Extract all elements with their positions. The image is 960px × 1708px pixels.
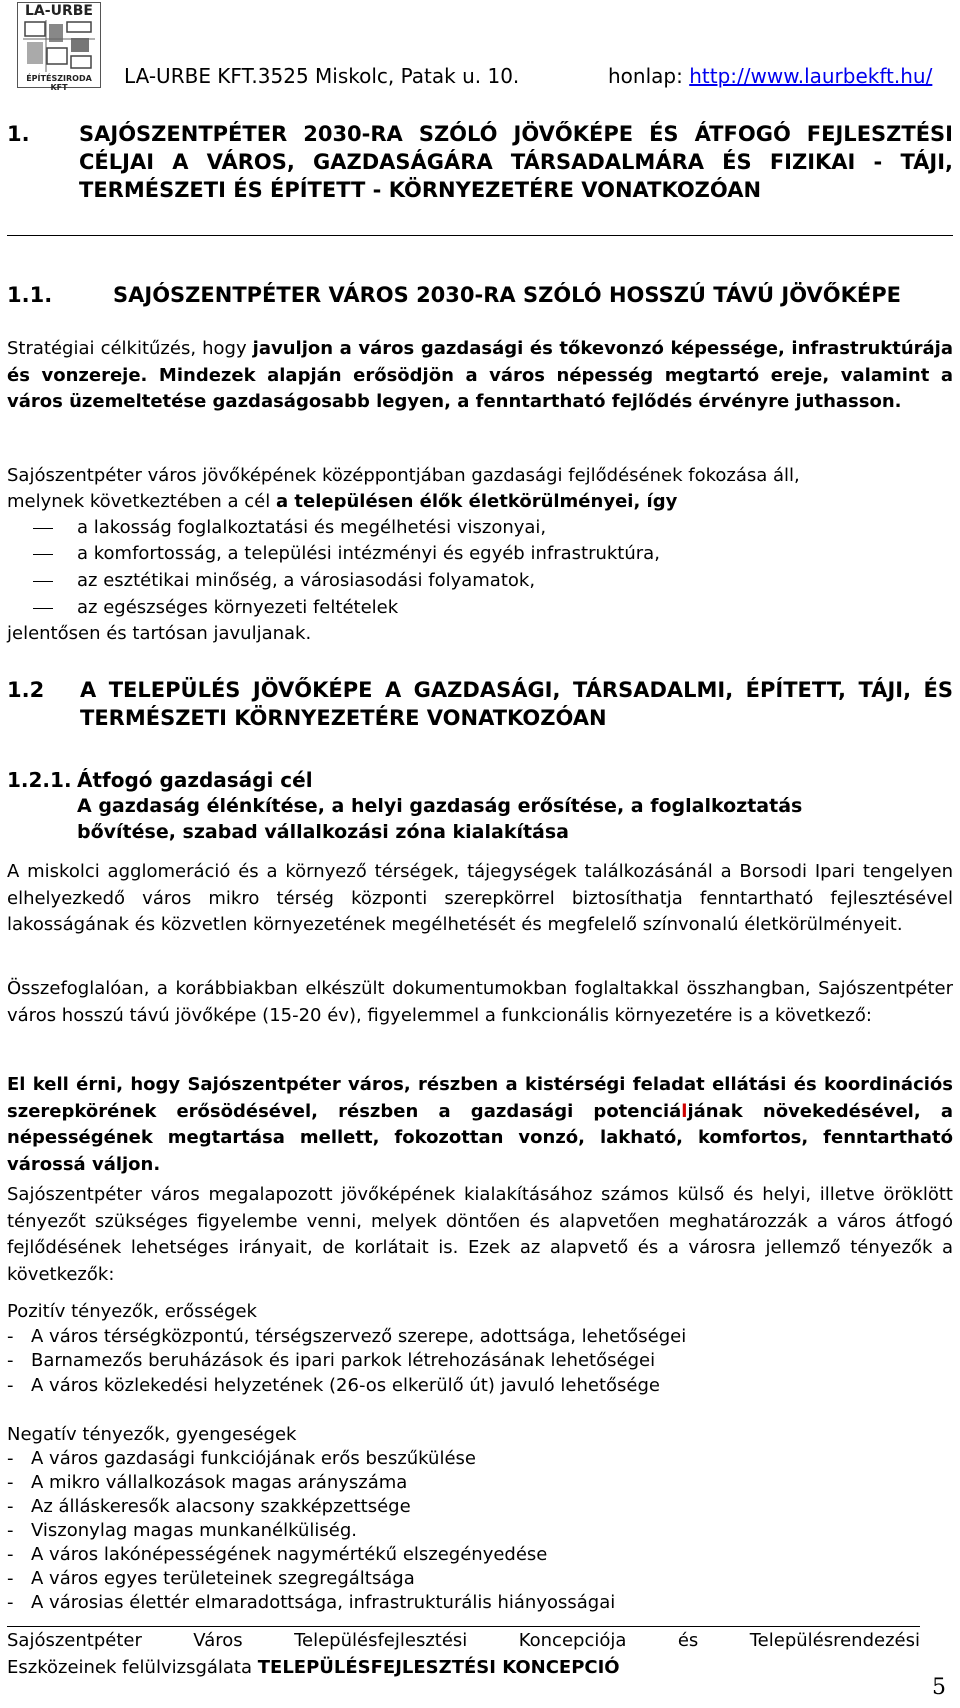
website-label: honlap: — [608, 64, 683, 88]
negative-heading: Negatív tényezők, gyengeségek — [7, 1424, 297, 1445]
footer-bold: TELEPÜLÉSFEJLESZTÉSI KONCEPCIÓ — [257, 1657, 620, 1678]
section-1-1-heading — [7, 283, 953, 307]
dash-bullet-icon — [33, 581, 53, 582]
footer-lead: Eszközeinek felülvizsgálata — [7, 1657, 258, 1678]
line-lead: melynek következtében a cél — [7, 491, 276, 512]
company-logo — [17, 2, 101, 92]
list-item: az egészséges környezeti feltételek — [33, 595, 398, 621]
negative-item: - A város gazdasági funkciójának erős beszűkülése — [7, 1448, 476, 1469]
positive-item: - A város közlekedési helyzetének (26-os elkerülő út) javuló lehetősége — [7, 1375, 660, 1396]
positive-item: - Barnamezős beruházások és ipari parkok létrehozásának lehetőségei — [7, 1350, 656, 1371]
header-website — [608, 64, 960, 88]
positive-heading: Pozitív tényezők, erősségek — [7, 1301, 257, 1322]
section-title: SAJÓSZENTPÉTER 2030-RA SZÓLÓ JÖVŐKÉPE ÉS ÁTFOGÓ FEJLESZTÉSI CÉLJAI A VÁROS, GAZDASÁGÁRA TÁRSADALMÁRA ÉS FIZIKAI - TÁJI, TERMÉSZETI ÉS ÉPÍTETT - KÖRNYEZETÉRE VONATKOZÓAN — [79, 122, 953, 202]
vision-closing: jelentősen és tartósan javuljanak. — [7, 623, 312, 644]
section-1-heading — [7, 120, 953, 204]
logo-top-text: LA-URBE — [25, 3, 93, 19]
footer-line-2 — [7, 1657, 620, 1678]
footer-line-1: Sajószentpéter Város Településfejlesztési Koncepciója és Településrendezési — [7, 1630, 920, 1651]
footer-rule — [7, 1626, 920, 1627]
section-title: SAJÓSZENTPÉTER VÁROS 2030-RA SZÓLÓ HOSSZÚ TÁVÚ JÖVŐKÉPE — [113, 283, 901, 307]
page-number: 5 — [932, 1675, 946, 1700]
vision-statement — [7, 1072, 953, 1178]
dash-bullet-icon — [33, 528, 53, 529]
section-number: 1.2 — [7, 678, 45, 702]
negative-item: - Viszonylag magas munkanélküliség. — [7, 1520, 357, 1541]
negative-item: - A város egyes területeinek szegregáltsága — [7, 1568, 415, 1589]
website-link[interactable]: http://www.laurbekft.hu/ — [689, 64, 933, 88]
section-number: 1. — [7, 122, 30, 146]
section-1-2-1-title: Átfogó gazdasági cél — [77, 768, 313, 792]
positive-item: - A város térségközpontú, térségszervező szerepe, adottsága, lehetőségei — [7, 1326, 687, 1347]
negative-item: - Az álláskeresők alacsony szakképzettsége — [7, 1496, 411, 1517]
negative-item: - A mikro vállalkozások magas arányszáma — [7, 1472, 408, 1493]
statement-part-2: jának növekedésével, a népességének megtartása mellett, fokozottan vonzó, lakható, komfortos, fenntartható várossá váljon. — [7, 1100, 953, 1175]
line-bold: a településen élők életkörülményei, így — [275, 491, 678, 512]
agglomeration-paragraph: A miskolci agglomeráció és a környező térségek, tájegységek találkozásánál a Borsodi Ipari tengelyen elhelyezkedő város mikro térség központi szerepkörrel biztosíthatja fenntartható fejlesztésével lakosságának és közvetlen környezetének megélhetését és megfelelő színvonalú életkörülményeit. — [7, 861, 953, 935]
section-number: 1.1. — [7, 283, 53, 307]
section-1-2-1-number: 1.2.1. — [7, 768, 72, 792]
dash-bullet-icon — [33, 608, 53, 609]
factors-paragraph: Sajószentpéter város megalapozott jövőképének kialakításához számos külső és helyi, illetve öröklött tényezőt szükséges figyelembe venni, melyek döntően és alapvetően meghatározzák a város átfogó fejlődésének lehetséges irányait, de korlátait is. Ezek az alapvető és a városra jellemző tényezők a következők: — [7, 1184, 953, 1285]
summary-paragraph: Összefoglalóan, a korábbiakban elkészült dokumentumokban foglaltakkal összhangban, Sajószentpéter város hosszú távú jövőképe (15-20 év), figyelemmel a funkcionális környezetére is a következő: — [7, 978, 953, 1026]
strategy-paragraph — [7, 336, 953, 416]
paragraph-bold: javuljon a város gazdasági és tőkevonzó képessége, infrastruktúrája és vonzereje. Mindezek alapján erősödjön a város népesség megtartó ereje, valamint a város üzemeltetése gazdaságosabb legyen, a fenntartható fejlődés érvényre juthasson. — [7, 338, 954, 412]
negative-item: - A városias élettér elmaradottsága, infrastrukturális hiányosságai — [7, 1592, 616, 1613]
vision-line-2 — [7, 489, 677, 515]
dash-bullet-icon — [33, 554, 53, 555]
list-item: a lakosság foglalkoztatási és megélhetési viszonyai, — [33, 515, 546, 541]
section-1-2-1-subtitle: A gazdaság élénkítése, a helyi gazdaság erősítése, a foglalkoztatás bővítése, szabad vállalkozási zóna kialakítása — [77, 795, 803, 843]
section-title: A TELEPÜLÉS JÖVŐKÉPE A GAZDASÁGI, TÁRSADALMI, ÉPÍTETT, TÁJI, ÉS TERMÉSZETI KÖRNYEZETÉRE VONATKOZÓAN — [80, 678, 953, 730]
list-item: az esztétikai minőség, a városiasodási folyamatok, — [33, 568, 535, 594]
logo-bottom-text: ÉPÍTÉSZIRODA KFT — [26, 74, 92, 92]
list-item: a komfortosság, a települési intézményi és egyéb infrastruktúra, — [33, 541, 660, 567]
negative-item: - A város lakónépességének nagymértékű elszegényedése — [7, 1544, 548, 1565]
header-company: LA-URBE KFT.3525 Miskolc, Patak u. 10. — [124, 64, 520, 88]
city-plan-icon — [23, 20, 95, 72]
statement-part-1: El kell érni, hogy Sajószentpéter város, részben a kistérségi feladat ellátási és koordinációs szerepkörének erősödésével, részben a gazdasági potenciá — [7, 1074, 953, 1122]
paragraph-lead: Stratégiai célkitűzés, hogy — [7, 338, 253, 359]
statement-red-letter: l — [681, 1100, 688, 1122]
heading-rule — [7, 235, 953, 236]
vision-line-1: Sajószentpéter város jövőképének középpontjában gazdasági fejlődésének fokozása áll, — [7, 465, 800, 486]
section-1-2-heading — [7, 676, 953, 732]
